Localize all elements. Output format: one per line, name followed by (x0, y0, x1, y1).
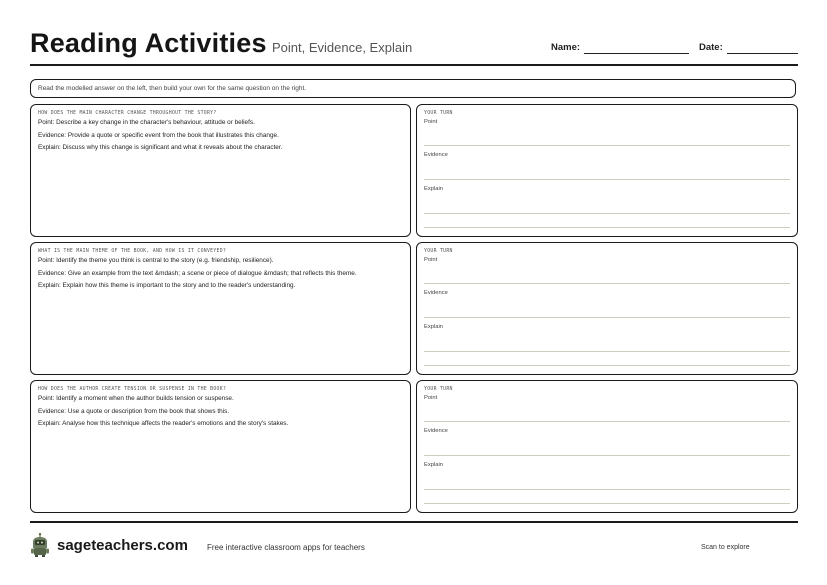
point-text: Point: Describe a key change in the character's behaviour, attitude or beliefs. (38, 119, 255, 126)
evidence-text: Evidence: Give an example from the text &mdash; a scene or piece of dialogue &mdash; that reflects this theme. (38, 269, 357, 277)
explain-text: Explain: Explain how this theme is important to the story and to the reader's understanding. (38, 282, 296, 290)
page-title: Reading Activities (30, 28, 267, 58)
explain-label: Explain (424, 324, 444, 330)
modelled-answer-card-2 (30, 242, 411, 375)
explain-text: Explain: Analyse how this technique affects the reader's emotions and the story's stakes. (38, 420, 289, 428)
evidence-writing-line[interactable] (424, 179, 790, 180)
explain-writing-line[interactable] (424, 503, 790, 504)
evidence-writing-line[interactable] (424, 455, 790, 456)
explain-writing-line[interactable] (424, 351, 790, 352)
explain-label: Explain (424, 186, 444, 192)
point-label: Point (424, 119, 438, 125)
point-text: Point: Identify the theme you think is central to the story (e.g. friendship, resilience). (38, 257, 274, 264)
page-subtitle: Point, Evidence, Explain (272, 40, 413, 55)
evidence-text: Evidence: Provide a quote or specific event from the book that illustrates this change. (38, 131, 279, 139)
name-label: Name: (551, 42, 581, 53)
site-name[interactable]: sageteachers.com (57, 537, 188, 554)
evidence-writing-line[interactable] (424, 317, 790, 318)
scan-to-explore: Scan to explore (701, 544, 750, 551)
point-writing-line[interactable] (424, 283, 790, 284)
modelled-answer-card-3 (30, 380, 411, 513)
name-field[interactable] (584, 53, 689, 54)
evidence-label: Evidence (424, 428, 448, 434)
instructions-box: Read the modelled answer on the left, then build your own for the same question on the right. (30, 79, 796, 98)
point-text: Point: Identify a moment when the author builds tension or suspense. (38, 395, 234, 402)
point-writing-line[interactable] (424, 145, 790, 146)
explain-text: Explain: Discuss why this change is significant and what it reveals about the character. (38, 144, 283, 152)
explain-writing-line[interactable] (424, 365, 790, 366)
question-label: HOW DOES THE AUTHOR CREATE TENSION OR SUSPENSE IN THE BOOK? (38, 387, 227, 392)
question-label: HOW DOES THE MAIN CHARACTER CHANGE THROUGHOUT THE STORY? (38, 111, 217, 116)
date-field[interactable] (727, 53, 798, 54)
header-divider (30, 64, 798, 66)
worksheet-header (30, 26, 798, 62)
your-turn-label: YOUR TURN (424, 249, 453, 254)
modelled-answer-card-1 (30, 104, 411, 237)
evidence-text: Evidence: Use a quote or description from the book that shows this. (38, 407, 230, 415)
point-label: Point (424, 257, 438, 263)
robot-mascot-icon (30, 533, 50, 557)
your-turn-card-1 (416, 104, 798, 237)
footer-divider (30, 521, 798, 523)
your-turn-label: YOUR TURN (424, 387, 453, 392)
explain-label: Explain (424, 462, 444, 468)
your-turn-card-3 (416, 380, 798, 513)
explain-writing-line[interactable] (424, 213, 790, 214)
point-writing-line[interactable] (424, 421, 790, 422)
your-turn-card-2 (416, 242, 798, 375)
evidence-label: Evidence (424, 290, 448, 296)
explain-writing-line[interactable] (424, 489, 790, 490)
evidence-label: Evidence (424, 152, 448, 158)
your-turn-label: YOUR TURN (424, 111, 453, 116)
date-label: Date: (699, 42, 723, 53)
question-label: WHAT IS THE MAIN THEME OF THE BOOK, AND HOW IS IT CONVEYED? (38, 249, 227, 254)
point-label: Point (424, 395, 438, 401)
explain-writing-line[interactable] (424, 227, 790, 228)
footer-tagline: Free interactive classroom apps for teachers (207, 543, 365, 552)
